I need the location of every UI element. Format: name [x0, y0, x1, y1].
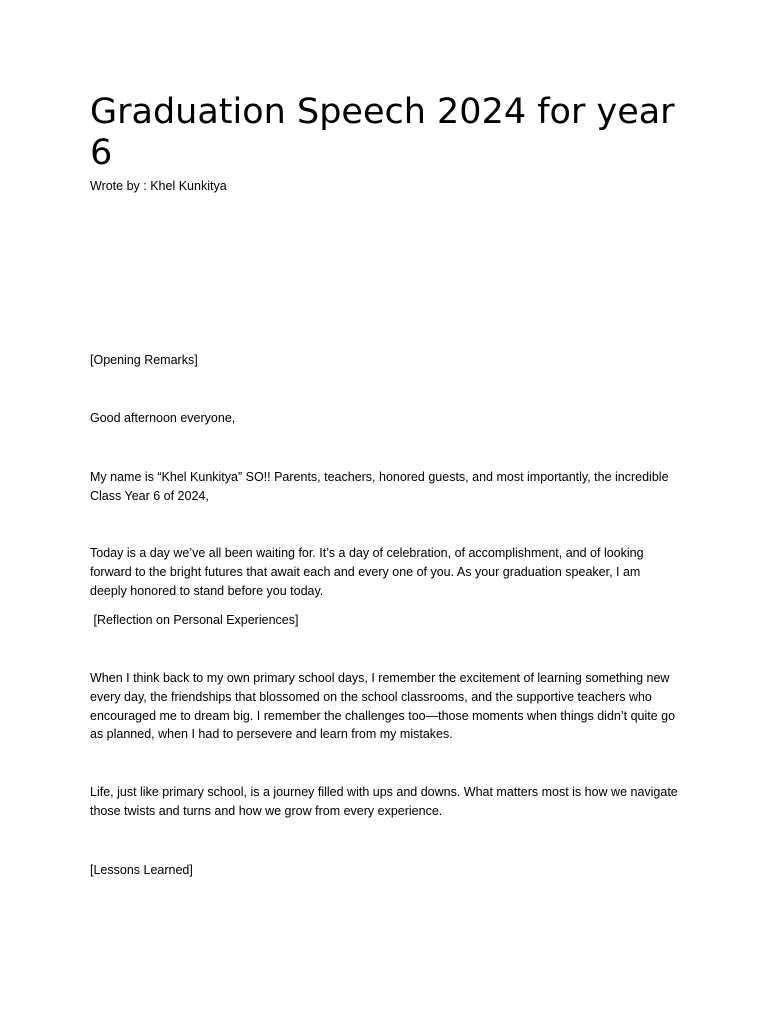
author-byline: Wrote by : Khel Kunkitya [90, 179, 227, 193]
life-journey-paragraph: Life, just like primary school, is a journey filled with ups and downs. What matters most is how we navigate those twists and turns and how we grow from every experience. [90, 785, 678, 818]
greeting-paragraph: Good afternoon everyone, [90, 411, 236, 425]
section-heading-opening-remarks: [Opening Remarks] [90, 353, 198, 367]
section-heading-reflection: [Reflection on Personal Experiences] [90, 613, 299, 627]
introduction-paragraph: My name is “Khel Kunkitya” SO!! Parents, teachers, honored guests, and most importantly, the incredible Class Year 6 of 2024, [90, 470, 669, 503]
section-heading-lessons-learned: [Lessons Learned] [90, 863, 193, 877]
celebration-paragraph: Today is a day we’ve all been waiting for. It’s a day of celebration, of accomplishment, and of looking forward to the bright futures that await each and every one of you. As your graduation speaker, I am deeply honored to stand before you today. [90, 546, 644, 598]
reflection-paragraph: When I think back to my own primary school days, I remember the excitement of learning something new every day, the friendships that blossomed on the school classrooms, and the supportive teachers who encouraged me to dream big. I remember the challenges too—those moments when things didn’t quite go as planned, when I had to persevere and learn from my mistakes. [90, 671, 676, 742]
document-title: Graduation Speech 2024 for year 6 [90, 92, 675, 173]
